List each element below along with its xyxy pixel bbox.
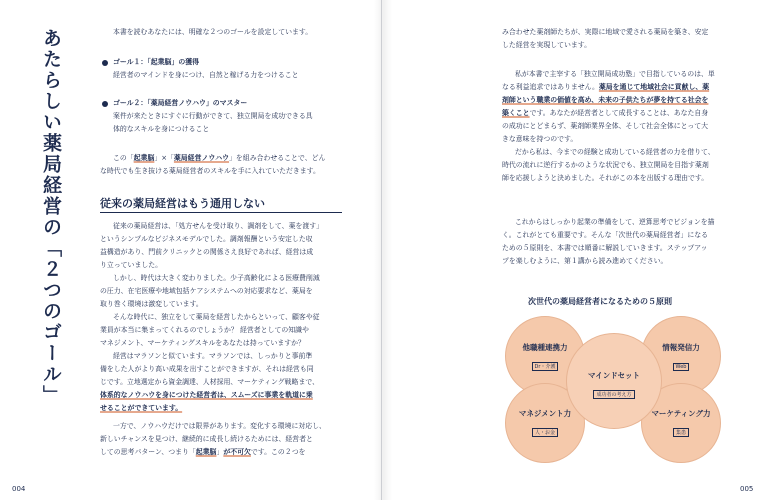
right-body-line: した経営を実現しています。 <box>502 41 592 49</box>
body-line: じです。立地選定から資金調達、人材採用、マーケティング戦略まで、 <box>100 378 319 386</box>
right-body-line: これからはしっかり起業の準備をして、逆算思考でビジョンを描 <box>515 218 715 226</box>
goal2-title: ゴール２：「薬局経営ノウハウ」のマスター <box>113 99 248 107</box>
summary-line2: な時代でも生き抜ける薬局経営者のスキルを手に入れていただきます。 <box>100 167 320 175</box>
body-bold-line: せることができています。 <box>100 404 183 412</box>
goal1-bullet-icon <box>102 60 108 66</box>
goal2-bullet-icon <box>102 101 108 107</box>
goal1-title: ゴール１：「起業脳」の獲得 <box>113 58 199 66</box>
right-body-line: プを楽しむように、第１講から読み進めてください。 <box>502 257 668 265</box>
body-line: 備をした人がより高い成果を出すことができますが、それは経営も同 <box>100 365 314 373</box>
right-body-line: ための５原則を、本書では順番に解説していきます。ステップアッ <box>502 244 708 252</box>
right-body-line: 私が本書で主宰する「独立開局成功塾」で目指しているのは、単 <box>515 70 715 78</box>
right-body-line: く。これがとても重要です。そんな「次世代の薬局経営者」になる <box>502 231 709 239</box>
body-line: しかし、時代は大きく変わりました。少子高齢化による医療費削減 <box>113 274 320 282</box>
body-line: というシンプルなビジネスモデルでした。調剤報酬という安定した収 <box>100 235 313 243</box>
goal1-desc: 経営者のマインドを身につけ、自然と稼げる力をつけること <box>113 71 299 79</box>
diagram-label-bottom-left: マネジメント力 人・お金 <box>518 409 572 436</box>
body-line: 従来の薬局経営は、「処方せんを受け取り、調剤をして、薬を渡す」 <box>113 222 324 230</box>
right-body-line: 時代の流れに逆行するかのような状況でも、独立開局を目指す薬剤 <box>502 161 709 169</box>
section-heading-rule <box>100 212 342 213</box>
diagram-title: 次世代の薬局経営者になるための５原則 <box>528 297 672 306</box>
right-body-line: 築くことです。あなたが経営者として成長することは、あなた自身 <box>502 109 709 117</box>
intro-text: 本書を読むあなたには、明確な２つのゴールを設定しています。 <box>113 28 313 36</box>
right-body-line: なる利益追求ではありません。薬局を通じて地域社会に貢献し、薬 <box>502 83 710 91</box>
body-line: 業員が本当に集まってくれるのでしょうか？ 経営者としての知識や <box>100 326 309 334</box>
right-body-line: 師を応援しようと決めました。それがこの本を出版する理由です。 <box>502 174 709 182</box>
body-line: 経営はマラソンと似ています。マラソンでは、しっかりと事前準 <box>113 352 313 360</box>
right-body-line: み合わせた薬剤師たちが、実際に地域で愛される薬局を築き、安定 <box>502 28 709 36</box>
goal2-desc-line1: 案件が来たときにすぐに行動ができて、独立開局を成功できる具 <box>113 112 313 120</box>
right-body-line: の成功にとどまらず、薬剤師業界全体、そして社会全体にとって大 <box>502 122 709 130</box>
body-line: 一方で、ノウハウだけでは限界があります。変化する環境に対応し、 <box>113 422 326 430</box>
diagram-label-center: マインドセット 成功者の考え方 <box>587 371 641 398</box>
body-line: の圧力、在宅医療や地域包括ケアシステムへの対応要求など、薬局を <box>100 287 313 295</box>
right-body-line: だから私は、今までの経験と成功している経営者の力を借りて、 <box>515 148 715 156</box>
body-line: マネジメント、マーケティングスキルをあなたは持っていますか？ <box>100 339 305 347</box>
vertical-chapter-title: あたらしい薬局経営の「２つのゴール」 <box>40 28 62 406</box>
body-line: そんな時代に、独立をして薬局を経営したからといって、顧客や従 <box>113 313 320 321</box>
section-heading: 従来の薬局経営はもう通用しない <box>100 197 265 210</box>
diagram-label-top-right: 情報発信力 Web <box>662 343 700 370</box>
page-number-right: 005 <box>740 485 754 493</box>
body-last-line: しての思考パターン、つまり「起業脳」が不可欠です。この２つを <box>100 448 306 456</box>
body-line: 益構造があり、門前クリニックとの関係さえ良好であれば、経営は成 <box>100 248 314 256</box>
page-number-left: 004 <box>12 485 26 493</box>
left-page <box>0 0 382 500</box>
summary-line1: この「起業脳」×「薬局経営ノウハウ」を組み合わせることで、どん <box>113 154 326 162</box>
goal2-desc-line2: 体的なスキルを身につけること <box>113 125 210 133</box>
body-bold-line: 体系的なノウハウを身につけた経営者は、スムーズに事業を軌道に乗 <box>100 391 313 399</box>
right-body-bold-line: 剤師という職業の価値を高め、未来の子供たちが夢を持てる社会を <box>502 96 709 104</box>
body-line: 取り巻く環境は激変しています。 <box>100 300 203 308</box>
body-line: 新しいチャンスを見つけ、継続的に成長し続けるためには、経営者と <box>100 435 313 443</box>
book-gutter-shadow <box>374 0 392 500</box>
diagram-label-bottom-right: マーケティング力 集患 <box>651 409 711 436</box>
right-body-line: きな意味を持つのです。 <box>502 135 578 143</box>
diagram-label-top-left: 他職種連携力 Dr・介護 <box>522 343 568 370</box>
body-line: り立っていました。 <box>100 261 163 269</box>
